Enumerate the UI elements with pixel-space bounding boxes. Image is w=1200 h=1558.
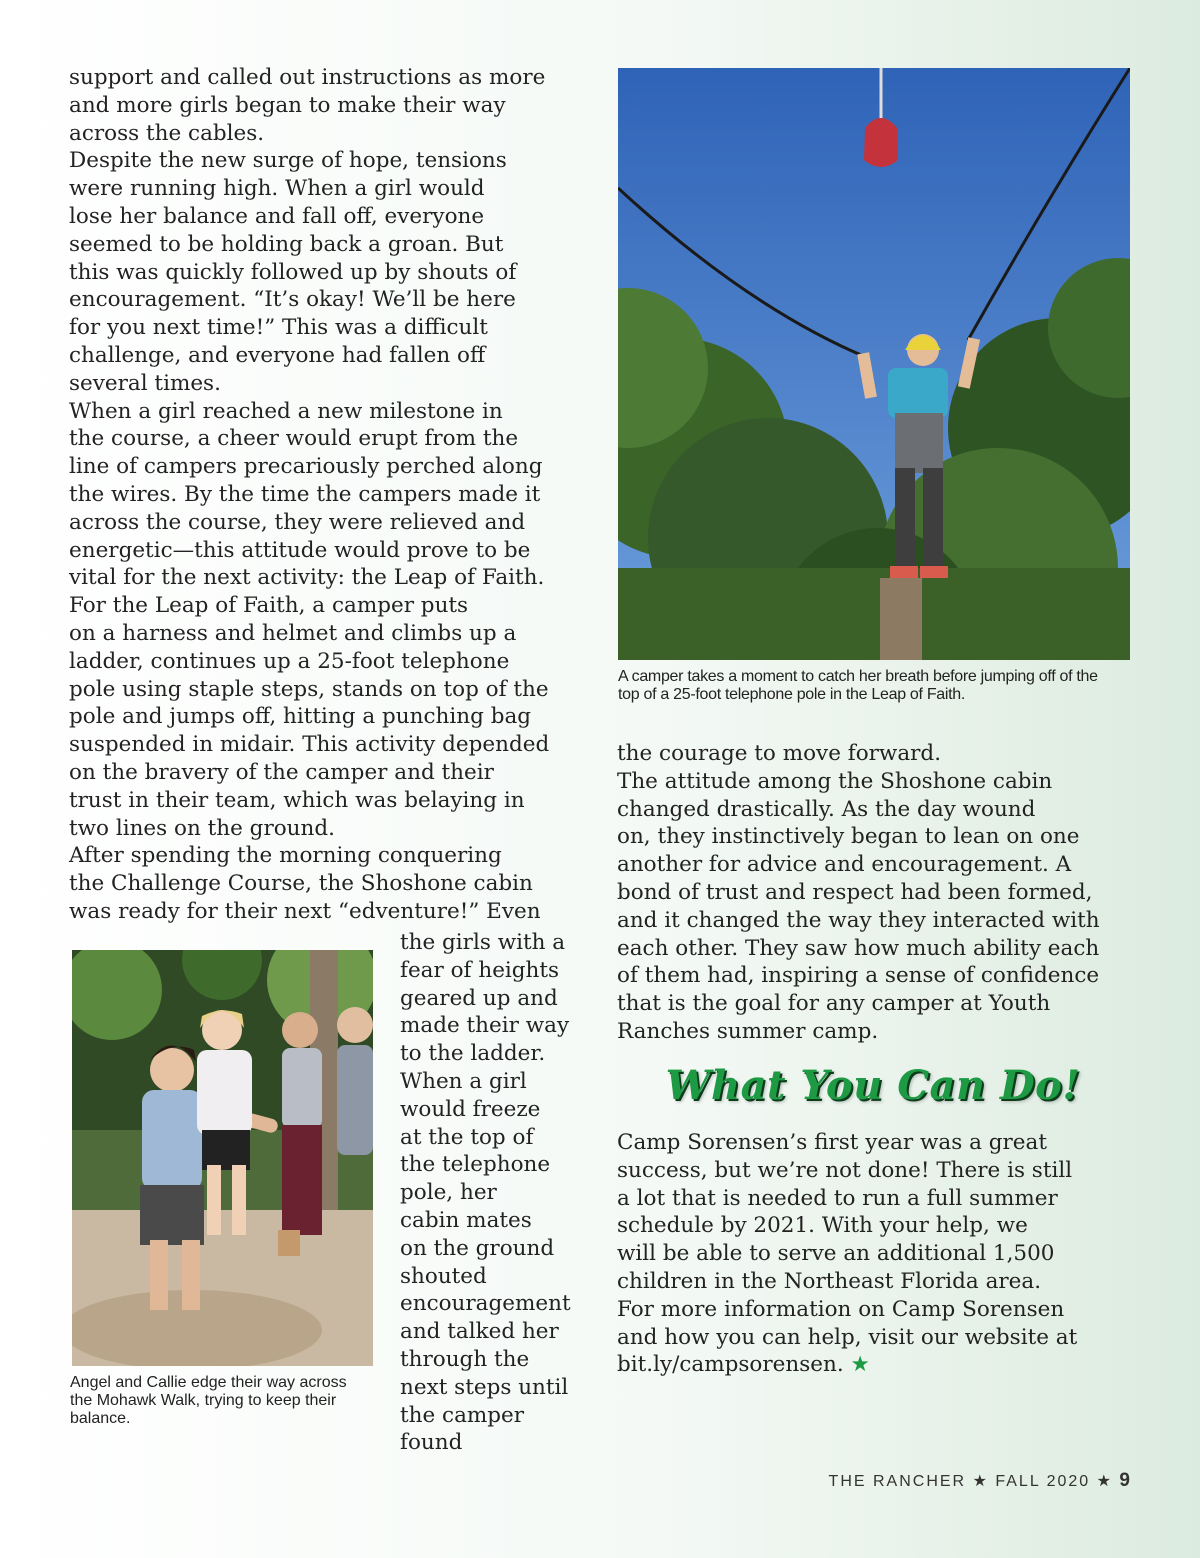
footer-publication: THE RANCHER	[828, 1473, 967, 1490]
article-column-right: the courage to move forward. The attitude among the Shoshone cabin changed drastically. As the day wound on, they instinctively began to lean on one another for advice and encouragement. A bond of trust and respect had been formed, and it changed the way they interacted with each other. They saw how much ability each of them had, inspiring a sense of confidence that is the goal for any camper at Youth Ranches summer camp.	[617, 741, 1100, 1044]
footer-star-icon-2: ★	[1096, 1473, 1113, 1490]
cta-heading: What You Can Do!	[665, 1062, 1081, 1109]
article-column-left-wrap: the girls with a fear of heights geared up and made their way to the ladder. When a girl would freeze at the top of the telephone pole, her cabin mates on the ground shouted encouragement and talked her through the next steps until the camper found	[400, 930, 571, 1456]
photo-mohawk-walk-image	[72, 950, 373, 1366]
photo-leap-of-faith-caption: A camper takes a moment to catch her breath before jumping off of the top of a 25-foot telephone pole in the Leap of Faith.	[618, 668, 1098, 703]
cta-body-text: Camp Sorensen’s first year was a great success, but we’re not done! There is still a lot that is needed to run a full summer schedule by 2021. With your help, we will be able to serve an additional 1,500 children in the Northeast Florida area. For more information on Camp Sorensen and how you can help, visit our website at bit.ly/campsorensen.	[617, 1130, 1078, 1378]
photo-mohawk-walk-caption: Angel and Callie edge their way across the Mohawk Walk, trying to keep their balance.	[70, 1374, 347, 1427]
photo-leap-of-faith	[618, 68, 1130, 660]
page-number: 9	[1119, 1470, 1130, 1491]
page-footer	[829, 1470, 1130, 1492]
cta-body	[617, 1129, 1147, 1379]
end-star-icon: ★	[850, 1352, 870, 1378]
photo-mohawk-walk	[72, 950, 373, 1366]
photo-leap-of-faith-image	[618, 68, 1130, 660]
footer-issue: FALL 2020	[995, 1473, 1091, 1490]
footer-star-icon: ★	[972, 1473, 989, 1490]
article-column-left: support and called out instructions as more and more girls began to make their way across the cables. Despite the new surge of hope, tensions were running high. When a girl would lose her balance and fall off, everyone seemed to be holding back a groan. But this was quickly followed up by shouts of encouragement. “It’s okay! We’ll be here for you next time!” This was a difficult challenge, and everyone had fallen off several times. When a girl reached a new milestone in the course, a cheer would erupt from the line of campers precariously perched along the wires. By the time the campers made it across the course, they were relieved and energetic—this attitude would prove to be vital for the next activity: the Leap of Faith. For the Leap of Faith, a camper puts on a harness and helmet and climbs up a ladder, continues up a 25-foot telephone pole using staple steps, stands on top of the pole and jumps off, hitting a punching bag suspended in midair. This activity depended on the bravery of the camper and their trust in their team, which was belaying in two lines on the ground. After spending the morning conquering the Challenge Course, the Shoshone cabin was ready for their next “edventure!” Even	[69, 65, 550, 924]
